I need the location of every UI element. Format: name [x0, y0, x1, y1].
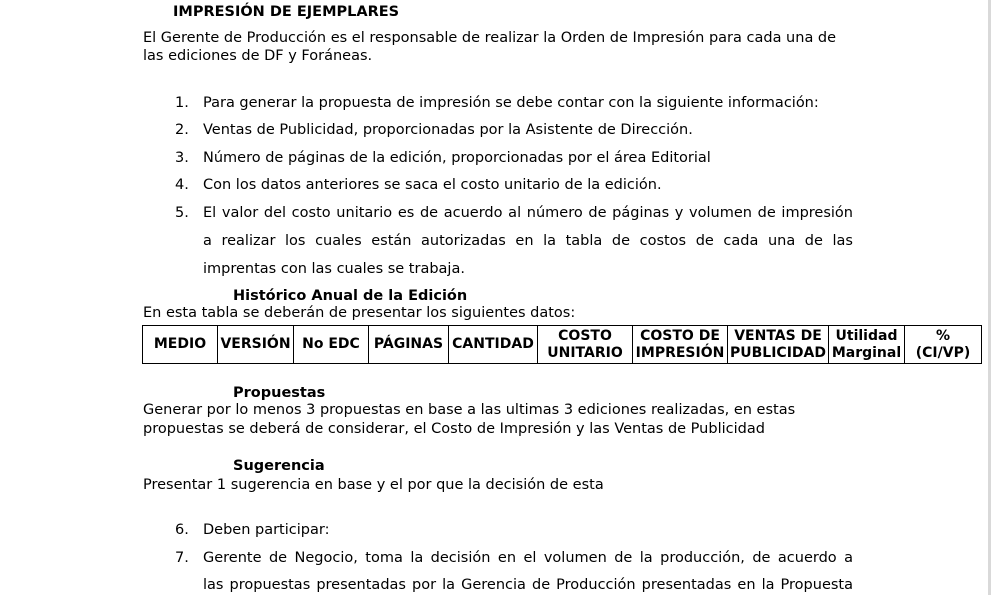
list-item-text: Para generar la propuesta de impresión se debe contar con la siguiente información: [203, 95, 819, 111]
historico-intro: En esta tabla se deberán de presentar los siguientes datos: [143, 305, 576, 321]
propuestas-text-line: propuestas se deberá de considerar, el Costo de Impresión y las Ventas de Publicidad [143, 421, 765, 437]
sugerencia-text: Presentar 1 sugerencia en base y el por que la decisión de esta [143, 477, 604, 493]
column-header: COSTO DE IMPRESIÓN [633, 326, 728, 364]
column-header: CANTIDAD [449, 326, 538, 364]
column-header: Utilidad Marginal [829, 326, 905, 364]
list-number: 3. [175, 150, 189, 166]
historico-table [142, 325, 982, 364]
intro-paragraph-line: las ediciones de DF y Foráneas. [143, 48, 373, 64]
column-header: PÁGINAS [369, 326, 449, 364]
intro-paragraph-line: El Gerente de Producción es el responsable de realizar la Orden de Impresión para cada una de [143, 30, 837, 46]
list-item-text-line: imprentas con las cuales se trabaja. [203, 261, 465, 277]
section-heading: IMPRESIÓN DE EJEMPLARES [173, 4, 400, 20]
list-number: 2. [175, 122, 189, 138]
column-header: No EDC [294, 326, 369, 364]
column-header: MEDIO [143, 326, 218, 364]
list-item-text-line: a realizar los cuales están autorizadas en la tabla de costos de cada una de las [203, 233, 853, 249]
list-number: 5. [175, 205, 189, 221]
column-header: VERSIÓN [218, 326, 294, 364]
list-item-text-line: Gerente de Negocio, toma la decisión en el volumen de la producción, de acuerdo a [203, 550, 853, 566]
table-header-row [143, 326, 982, 364]
propuestas-text-line: Generar por lo menos 3 propuestas en base a las ultimas 3 ediciones realizadas, en estas [143, 402, 796, 418]
sugerencia-heading: Sugerencia [233, 458, 325, 474]
list-number: 1. [175, 95, 189, 111]
list-item-text: Con los datos anteriores se saca el costo unitario de la edición. [203, 177, 662, 193]
list-number: 4. [175, 177, 189, 193]
list-number: 7. [175, 550, 189, 566]
propuestas-heading: Propuestas [233, 385, 326, 401]
list-item-text: Deben participar: [203, 522, 330, 538]
list-item-text: Número de páginas de la edición, proporcionadas por el área Editorial [203, 150, 711, 166]
list-item-text-line: las propuestas presentadas por la Gerencia de Producción presentadas en la Propuesta [203, 577, 853, 593]
column-header: VENTAS DE PUBLICIDAD [728, 326, 829, 364]
column-header: % (CI/VP) [905, 326, 982, 364]
list-item-text-line: El valor del costo unitario es de acuerdo al número de páginas y volumen de impresión [203, 205, 853, 221]
list-number: 6. [175, 522, 189, 538]
column-header: COSTO UNITARIO [538, 326, 633, 364]
historico-heading: Histórico Anual de la Edición [233, 288, 468, 304]
list-item-text: Ventas de Publicidad, proporcionadas por la Asistente de Dirección. [203, 122, 693, 138]
